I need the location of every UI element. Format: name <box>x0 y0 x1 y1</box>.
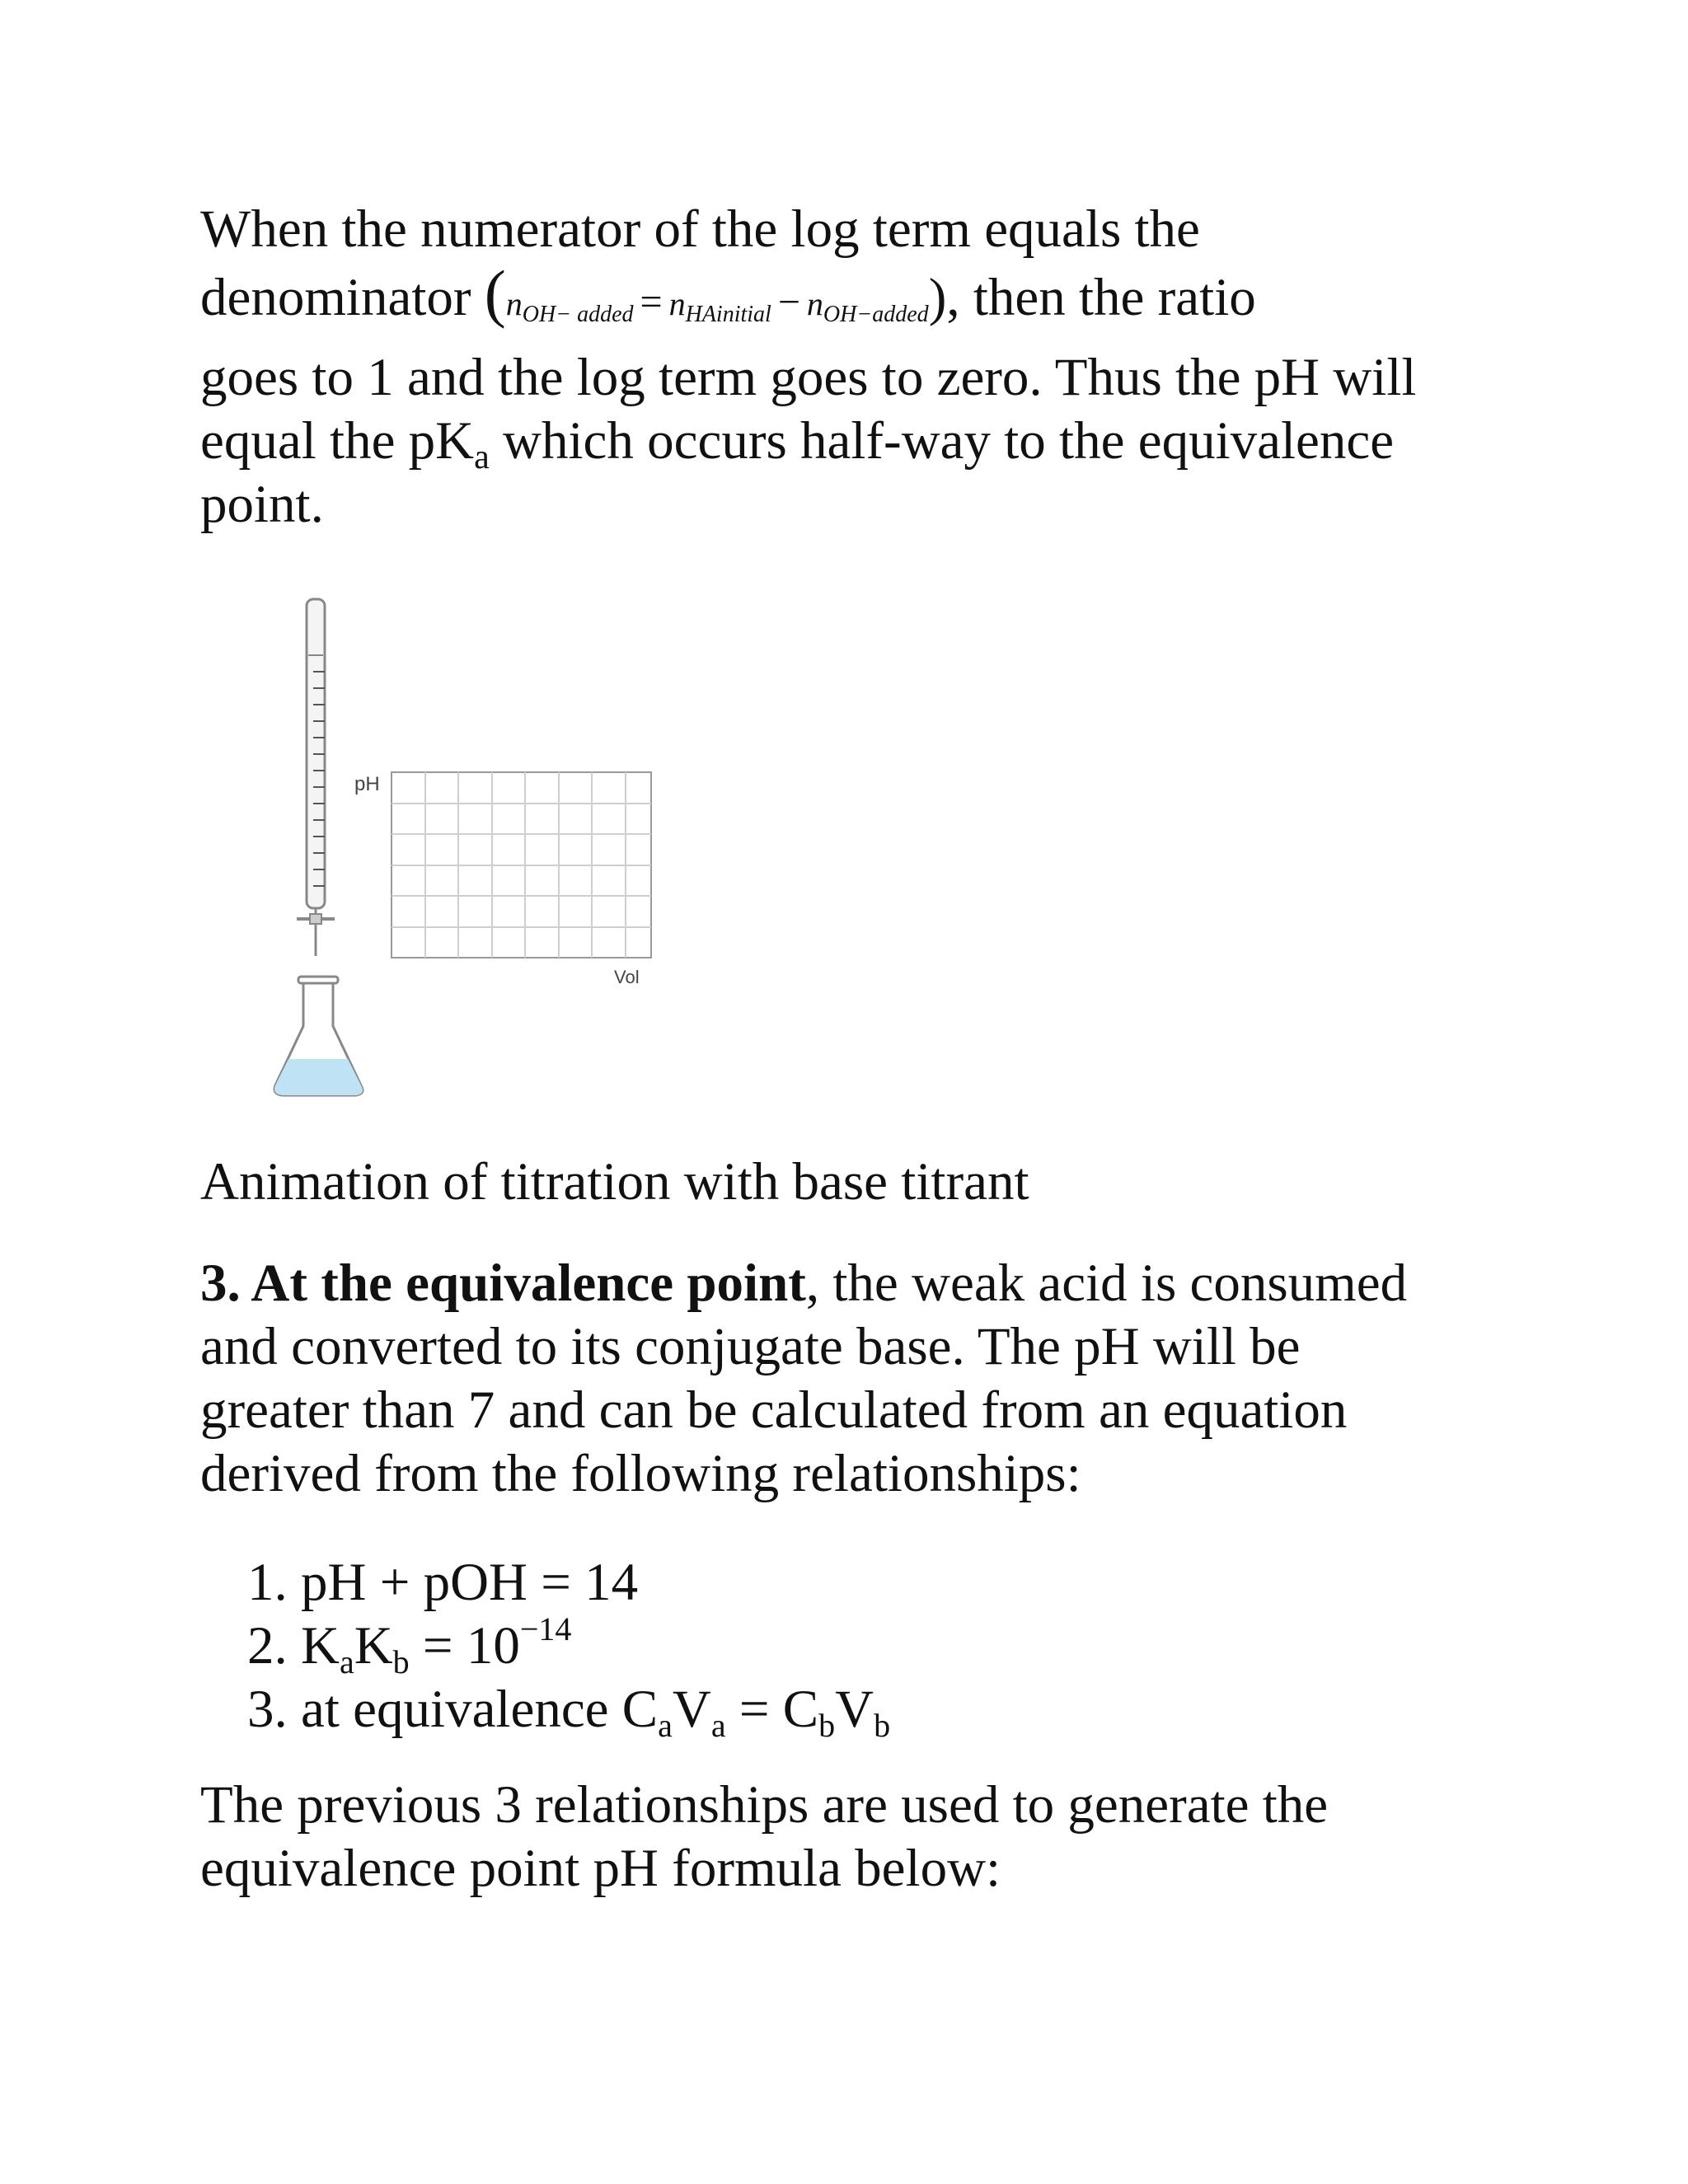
figure-caption: Animation of titration with base titrant <box>200 1152 1029 1212</box>
p1-line1: When the numerator of the log term equals the <box>200 199 1200 259</box>
p3-bold-heading: 3. At the equivalence point <box>200 1254 806 1313</box>
burette-icon <box>297 599 335 956</box>
p4-line1: The previous 3 relationships are used to generate the <box>200 1775 1329 1835</box>
flask-icon <box>274 977 363 1095</box>
paragraph-half-equivalence: When the numerator of the log term equals the denominator $(n_{OH- added} = n_{HAinitial} - n_{OH-added})$, then the ratio goes to 1 and the log term goes to zero. Thus the pH will equal the $pK_a$ which occurs half-way to the equivalence point. <box>200 199 1417 534</box>
x-axis-label: Vol <box>614 967 640 987</box>
relationship-2: 2. KaKb = $10^{-14}$ <box>247 1610 572 1680</box>
p3-line2: and converted to its conjugate base. The pH will be <box>200 1317 1301 1376</box>
p4-line2: equivalence point pH formula below: <box>200 1839 1001 1898</box>
p3-rest-line1: , the weak acid is consumed <box>805 1254 1408 1313</box>
p1-line5: point. <box>200 475 324 534</box>
paragraph-equivalence-point <box>200 1252 1503 1506</box>
ph-vs-volume-graph <box>354 772 651 987</box>
equality-expression: $n_{OH- added} = n_{HAinitial} - n_{OH-added}$ <box>505 280 929 327</box>
relationship-1: 1. pH + pOH = 14 <box>247 1553 639 1612</box>
relationships-list <box>247 1551 891 1744</box>
titration-animation-figure <box>264 589 692 1117</box>
p1-after-eq: ), then the ratio <box>928 268 1256 327</box>
y-axis-label: pH <box>354 773 380 795</box>
p3-line3: greater than 7 and can be calculated from an equation <box>200 1380 1348 1440</box>
p1-line4: equal the $pK_a$ which occurs half-way to the equivalence <box>200 411 1395 476</box>
p3-line4: derived from the following relationships: <box>200 1444 1081 1503</box>
p1-line3: goes to 1 and the log term goes to zero. Thus the pH will <box>200 348 1417 407</box>
relationship-3: 3. at equivalence CaVa = CbVb <box>247 1680 891 1744</box>
paragraph-formula-intro <box>200 1774 1503 1900</box>
p1-denominator: denominator <box>200 268 471 327</box>
